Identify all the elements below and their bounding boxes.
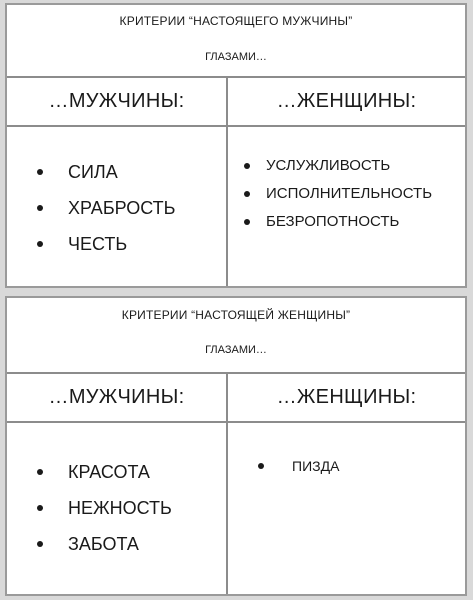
criteria-list-women [244, 152, 432, 236]
list-item-label: БЕЗРОПОТНОСТЬ [266, 213, 400, 230]
list-item [37, 526, 172, 562]
bullet-icon [37, 541, 43, 547]
bullet-icon [37, 241, 43, 247]
criteria-list-men [37, 454, 172, 562]
list-item-label: ИСПОЛНИТЕЛЬНОСТЬ [266, 185, 433, 202]
list-item-label: УСЛУЖЛИВОСТЬ [266, 157, 391, 174]
column-women [226, 374, 465, 594]
list-item-label: ЧЕСТЬ [68, 234, 128, 254]
criteria-card-real-woman [5, 296, 467, 596]
list-item-label: СИЛА [68, 162, 118, 182]
list-item-label: КРАСОТА [68, 462, 150, 482]
criteria-table [7, 76, 465, 286]
card-title: КРИТЕРИИ “НАСТОЯЩЕГО МУЖЧИНЫ” [119, 14, 353, 28]
bullet-icon [244, 163, 250, 169]
list-item [37, 454, 172, 490]
list-item-label: ЗАБОТА [68, 534, 139, 554]
bullet-icon [258, 463, 264, 469]
bullet-icon [37, 505, 43, 511]
list-item [244, 208, 432, 236]
list-item [244, 152, 432, 180]
column-header-women: …ЖЕНЩИНЫ: [228, 374, 465, 423]
card-subtitle: ГЛАЗАМИ… [205, 344, 267, 356]
list-item [244, 180, 432, 208]
criteria-list-women [258, 452, 339, 480]
list-item [258, 452, 339, 480]
bullet-icon [37, 469, 43, 475]
list-item-label: НЕЖНОСТЬ [68, 498, 172, 518]
column-men [7, 374, 226, 594]
bullet-icon [37, 169, 43, 175]
list-item-label: ПИЗДА [292, 458, 340, 474]
column-header-women: …ЖЕНЩИНЫ: [228, 78, 465, 127]
list-item [37, 226, 175, 262]
criteria-card-real-man [5, 3, 467, 288]
column-header-men: …МУЖЧИНЫ: [7, 374, 226, 423]
criteria-list-men [37, 154, 175, 262]
column-header-men: …МУЖЧИНЫ: [7, 78, 226, 127]
bullet-icon [244, 219, 250, 225]
list-item [37, 490, 172, 526]
criteria-table [7, 372, 465, 594]
bullet-icon [244, 191, 250, 197]
card-title: КРИТЕРИИ “НАСТОЯЩЕЙ ЖЕНЩИНЫ” [121, 308, 351, 322]
list-item [37, 190, 175, 226]
column-men [7, 78, 226, 286]
card-subtitle: ГЛАЗАМИ… [205, 51, 267, 63]
column-women [226, 78, 465, 286]
list-item [37, 154, 175, 190]
bullet-icon [37, 205, 43, 211]
list-item-label: ХРАБРОСТЬ [68, 198, 176, 218]
